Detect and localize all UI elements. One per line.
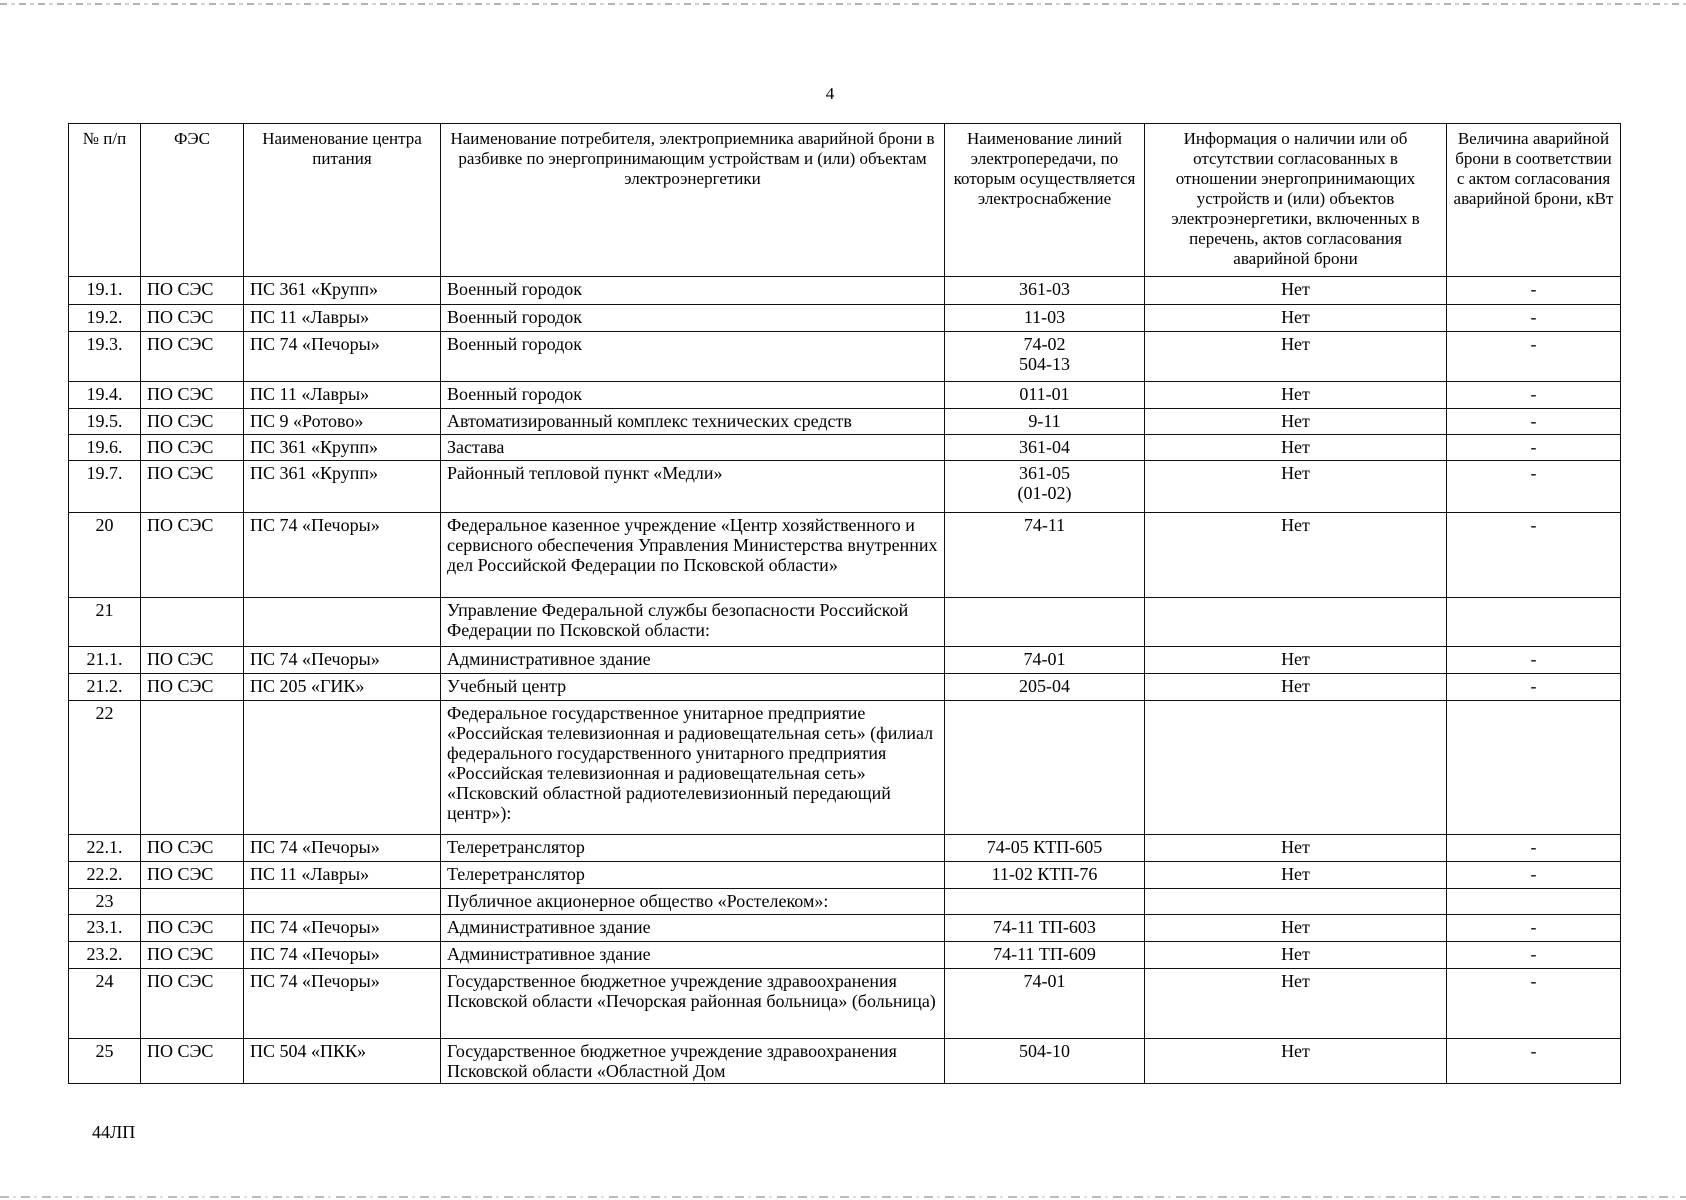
reserve-table [68,123,1621,1084]
table-row [69,513,1621,598]
cell-value: - [1447,513,1621,598]
cell-consumer: Телеретранслятор [441,835,945,862]
header-fes: ФЭС [141,124,244,277]
cell-value: - [1447,674,1621,701]
cell-lines: 361-05 (01-02) [945,461,1145,513]
cell-num: 23.1. [69,915,141,942]
cell-consumer: Государственное бюджетное учреждение здравоохранения Псковской области «Областной Дом [441,1039,945,1084]
cell-consumer: Публичное акционерное общество «Ростелеком»: [441,889,945,915]
cell-fes: ПО СЭС [141,862,244,889]
header-info: Информация о наличии или об отсутствии согласованных в отношении энергопринимающих устройств и (или) объектов электроэнергетики, включенных в перечень, актов согласования аварийной брони [1145,124,1447,277]
scan-edge-top [0,3,1686,5]
cell-value: - [1447,1039,1621,1084]
table-row [69,409,1621,435]
cell-lines: 74-11 ТП-603 [945,915,1145,942]
cell-lines: 74-01 [945,647,1145,674]
table-body [69,277,1621,1084]
cell-fes: ПО СЭС [141,277,244,305]
table-row [69,461,1621,513]
cell-info: Нет [1145,332,1447,382]
cell-lines: 74-11 [945,513,1145,598]
cell-consumer: Учебный центр [441,674,945,701]
cell-fes: ПО СЭС [141,409,244,435]
table-row [69,277,1621,305]
cell-num: 19.7. [69,461,141,513]
table-row [69,969,1621,1039]
table-row [69,942,1621,969]
cell-center [244,598,441,647]
cell-fes [141,598,244,647]
cell-value: - [1447,915,1621,942]
cell-consumer: Военный городок [441,305,945,332]
cell-consumer: Государственное бюджетное учреждение здравоохранения Псковской области «Печорская районная больница» (больница) [441,969,945,1039]
cell-info: Нет [1145,942,1447,969]
cell-center: ПС 74 «Печоры» [244,332,441,382]
table-row [69,835,1621,862]
cell-num: 19.4. [69,382,141,409]
cell-consumer: Автоматизированный комплекс технических средств [441,409,945,435]
table-row [69,701,1621,835]
cell-info: Нет [1145,647,1447,674]
header-num: № п/п [69,124,141,277]
cell-value: - [1447,969,1621,1039]
cell-value [1447,701,1621,835]
cell-fes: ПО СЭС [141,332,244,382]
cell-fes: ПО СЭС [141,942,244,969]
cell-fes: ПО СЭС [141,1039,244,1084]
cell-fes: ПО СЭС [141,461,244,513]
cell-fes: ПО СЭС [141,969,244,1039]
cell-info [1145,889,1447,915]
table-row [69,674,1621,701]
cell-center: ПС 74 «Печоры» [244,915,441,942]
cell-lines: 205-04 [945,674,1145,701]
header-value: Величина аварийной брони в соответствии с актом согласования аварийной брони, кВт [1447,124,1621,277]
cell-info: Нет [1145,915,1447,942]
table-row [69,305,1621,332]
cell-consumer: Административное здание [441,942,945,969]
cell-center: ПС 361 «Крупп» [244,461,441,513]
cell-info: Нет [1145,513,1447,598]
cell-lines: 74-11 ТП-609 [945,942,1145,969]
cell-fes: ПО СЭС [141,513,244,598]
cell-value: - [1447,862,1621,889]
cell-center: ПС 205 «ГИК» [244,674,441,701]
cell-center [244,889,441,915]
cell-info: Нет [1145,277,1447,305]
cell-center: ПС 361 «Крупп» [244,435,441,461]
table-row [69,862,1621,889]
table-row [69,889,1621,915]
cell-lines: 74-01 [945,969,1145,1039]
cell-info: Нет [1145,674,1447,701]
table-row [69,915,1621,942]
cell-center: ПС 74 «Печоры» [244,835,441,862]
cell-center [244,701,441,835]
cell-lines: 11-03 [945,305,1145,332]
cell-value [1447,598,1621,647]
cell-value: - [1447,435,1621,461]
cell-center: ПС 74 «Печоры» [244,647,441,674]
cell-center: ПС 74 «Печоры» [244,942,441,969]
cell-value: - [1447,305,1621,332]
cell-value: - [1447,409,1621,435]
cell-info: Нет [1145,1039,1447,1084]
cell-fes: ПО СЭС [141,835,244,862]
cell-consumer: Районный тепловой пункт «Медли» [441,461,945,513]
table-row [69,332,1621,382]
page-number: 4 [825,84,835,103]
cell-num: 19.3. [69,332,141,382]
cell-lines [945,598,1145,647]
cell-consumer: Управление Федеральной службы безопасности Российской Федерации по Псковской области: [441,598,945,647]
cell-lines: 361-04 [945,435,1145,461]
cell-center: ПС 11 «Лавры» [244,862,441,889]
cell-fes: ПО СЭС [141,674,244,701]
cell-info: Нет [1145,835,1447,862]
cell-fes: ПО СЭС [141,305,244,332]
cell-value: - [1447,835,1621,862]
header-center: Наименование центра питания [244,124,441,277]
cell-info: Нет [1145,862,1447,889]
cell-center: ПС 74 «Печоры» [244,969,441,1039]
cell-fes: ПО СЭС [141,647,244,674]
cell-num: 22.1. [69,835,141,862]
cell-num: 21.2. [69,674,141,701]
cell-consumer: Военный городок [441,277,945,305]
cell-num: 22 [69,701,141,835]
cell-num: 19.6. [69,435,141,461]
cell-fes: ПО СЭС [141,382,244,409]
cell-info: Нет [1145,409,1447,435]
cell-lines [945,889,1145,915]
table-row [69,435,1621,461]
cell-num: 20 [69,513,141,598]
table-row [69,598,1621,647]
cell-fes: ПО СЭС [141,915,244,942]
table-header-row [69,124,1621,277]
cell-num: 23.2. [69,942,141,969]
cell-value: - [1447,461,1621,513]
cell-num: 22.2. [69,862,141,889]
cell-value: - [1447,332,1621,382]
cell-consumer: Федеральное государственное унитарное предприятие «Российская телевизионная и радиовещательная сеть» (филиал федерального государственного унитарного предприятия «Российская телевизионная и радиовещательная сеть» «Псковский областной радиотелевизионный передающий центр»): [441,701,945,835]
cell-fes [141,889,244,915]
cell-info: Нет [1145,435,1447,461]
cell-num: 19.5. [69,409,141,435]
cell-consumer: Телеретранслятор [441,862,945,889]
cell-center: ПС 11 «Лавры» [244,305,441,332]
cell-lines: 011-01 [945,382,1145,409]
cell-lines [945,701,1145,835]
cell-value: - [1447,647,1621,674]
cell-info [1145,598,1447,647]
cell-consumer: Административное здание [441,915,945,942]
table-row [69,1039,1621,1084]
cell-info: Нет [1145,969,1447,1039]
cell-value: - [1447,942,1621,969]
table-row [69,382,1621,409]
cell-info: Нет [1145,382,1447,409]
cell-center: ПС 11 «Лавры» [244,382,441,409]
cell-lines: 11-02 КТП-76 [945,862,1145,889]
cell-num: 23 [69,889,141,915]
cell-value: - [1447,277,1621,305]
table-row [69,647,1621,674]
cell-lines: 361-03 [945,277,1145,305]
header-consumer: Наименование потребителя, электроприемника аварийной брони в разбивке по энергопринимающим устройствам и (или) объектам электроэнергетики [441,124,945,277]
cell-center: ПС 9 «Ротово» [244,409,441,435]
cell-num: 19.1. [69,277,141,305]
cell-consumer: Военный городок [441,332,945,382]
document-code: 44ЛП [92,1122,136,1142]
cell-lines: 504-10 [945,1039,1145,1084]
header-lines: Наименование линий электропередачи, по которым осуществляется электроснабжение [945,124,1145,277]
cell-num: 24 [69,969,141,1039]
cell-info [1145,701,1447,835]
cell-consumer: Военный городок [441,382,945,409]
cell-num: 25 [69,1039,141,1084]
cell-consumer: Федеральное казенное учреждение «Центр хозяйственного и сервисного обеспечения Управления Министерства внутренних дел Российской Федерации по Псковской области» [441,513,945,598]
cell-center: ПС 361 «Крупп» [244,277,441,305]
cell-lines: 9-11 [945,409,1145,435]
cell-value [1447,889,1621,915]
cell-info: Нет [1145,305,1447,332]
scan-edge-bottom [0,1196,1686,1198]
cell-num: 21.1. [69,647,141,674]
cell-value: - [1447,382,1621,409]
cell-lines: 74-02 504-13 [945,332,1145,382]
cell-fes: ПО СЭС [141,435,244,461]
cell-center: ПС 74 «Печоры» [244,513,441,598]
cell-consumer: Административное здание [441,647,945,674]
cell-center: ПС 504 «ПКК» [244,1039,441,1084]
cell-lines: 74-05 КТП-605 [945,835,1145,862]
cell-num: 19.2. [69,305,141,332]
cell-consumer: Застава [441,435,945,461]
cell-num: 21 [69,598,141,647]
cell-fes [141,701,244,835]
cell-info: Нет [1145,461,1447,513]
